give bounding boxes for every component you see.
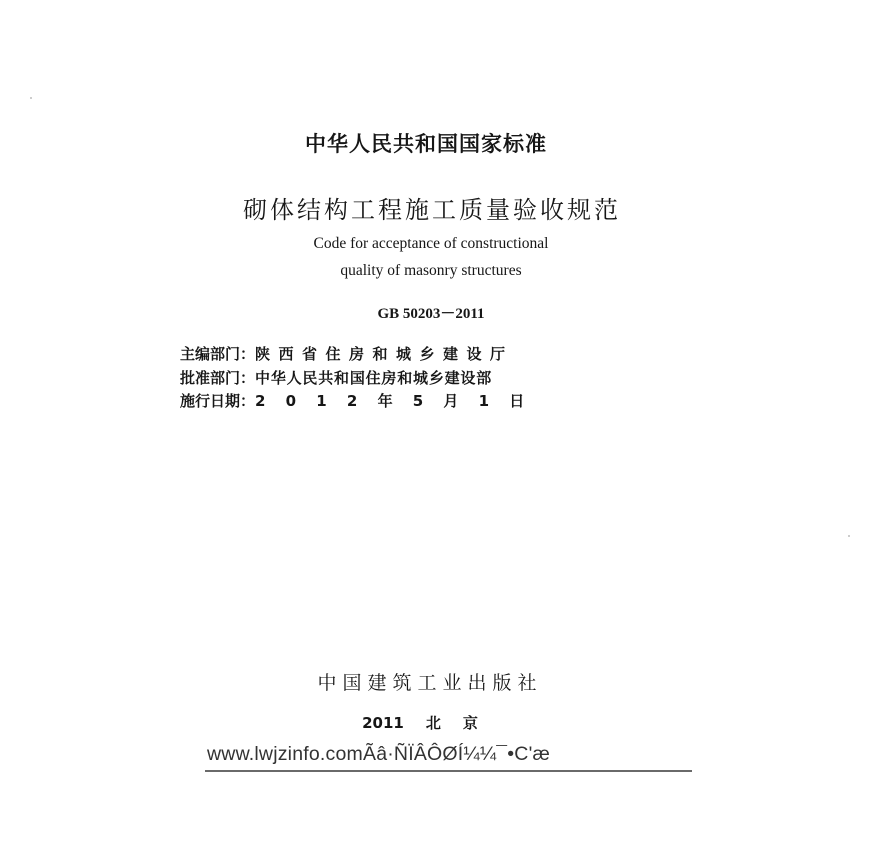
publisher-name: 中国建筑工业出版社: [317, 672, 543, 694]
effective-date-label: 施行日期：: [180, 392, 256, 410]
approval-row: [180, 367, 492, 388]
standard-code: GB 50203－2011: [377, 306, 485, 322]
publication-year: 2011: [362, 714, 404, 732]
watermark-url: www.lwjzinfo.comÃâ·ÑÏÂÔØÍ¼¼¯•C'æ: [207, 743, 551, 765]
scan-speck: [848, 535, 850, 537]
effective-date-value: 2012年5月1日: [255, 392, 545, 410]
chief-editor-label: 主编部门：: [180, 345, 256, 363]
publication-year-city: [0, 712, 870, 733]
watermark-underline: [205, 770, 692, 772]
chief-editor-row: [180, 343, 514, 364]
publication-city: 北京: [425, 714, 500, 732]
document-title-english-line1: Code for acceptance of constructional: [313, 235, 549, 252]
document-title-english-line2: quality of masonry structures: [340, 262, 522, 279]
approval-value: 中华人民共和国住房和城乡建设部: [255, 369, 493, 387]
approval-label: 批准部门：: [180, 369, 256, 387]
scan-speck: [30, 97, 32, 99]
document-title-chinese: 砌体结构工程施工质量验收规范: [243, 196, 621, 224]
standard-series-title: 中华人民共和国国家标准: [305, 132, 547, 156]
effective-date-row: [180, 390, 544, 411]
chief-editor-value: 陕西省住房和城乡建设厅: [255, 345, 514, 363]
